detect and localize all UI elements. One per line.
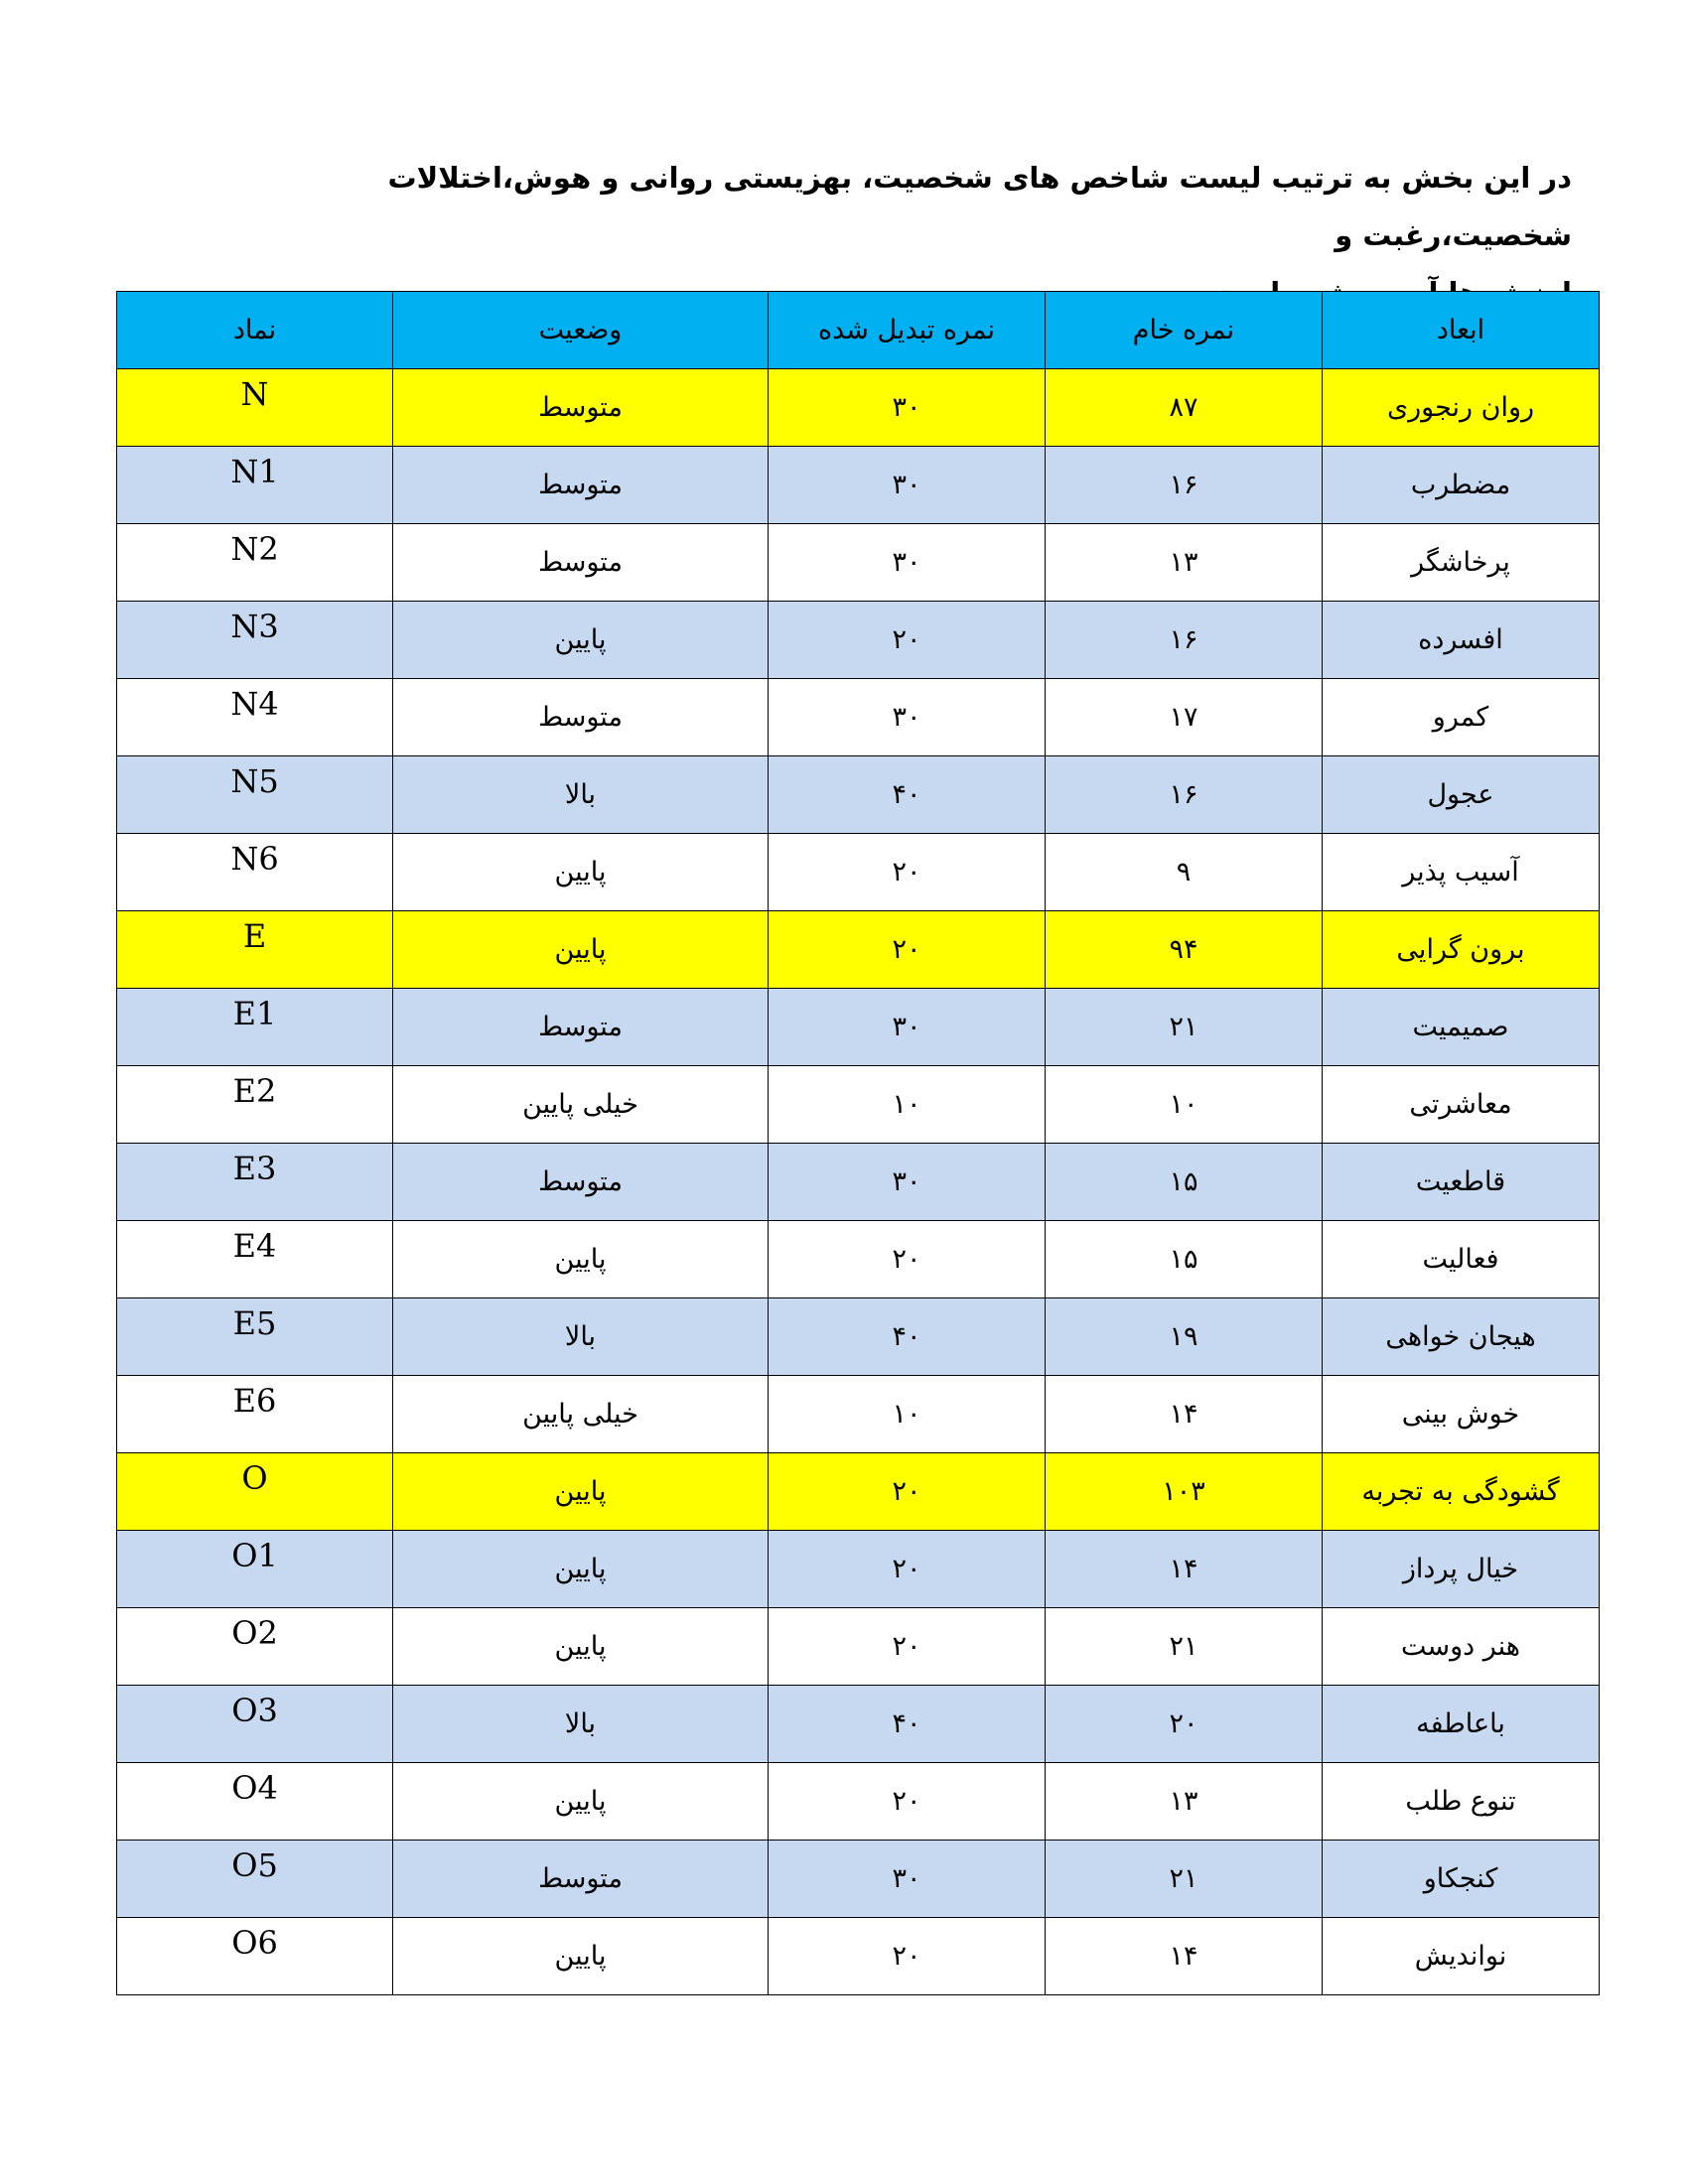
table-row [117,1841,1600,1918]
cell-dimension: برون گرایی [1323,911,1600,989]
cell-raw-score: ۱۰۳ [1046,1453,1323,1531]
cell-dimension: باعاطفه [1323,1686,1600,1763]
cell-status: متوسط [393,1144,769,1221]
cell-converted-score: ۲۰ [769,602,1046,679]
cell-symbol: N4 [117,679,393,756]
header-raw-score: نمره خام [1046,292,1323,369]
cell-symbol: O4 [117,1763,393,1841]
cell-dimension: پرخاشگر [1323,524,1600,602]
cell-converted-score: ۳۰ [769,369,1046,447]
cell-raw-score: ۲۰ [1046,1686,1323,1763]
table-row [117,1298,1600,1376]
cell-raw-score: ۲۱ [1046,1841,1323,1918]
table-row [117,447,1600,524]
cell-dimension: خیال پرداز [1323,1531,1600,1608]
cell-converted-score: ۲۰ [769,1531,1046,1608]
cell-symbol: O5 [117,1841,393,1918]
table-row [117,1686,1600,1763]
cell-converted-score: ۳۰ [769,989,1046,1066]
cell-status: متوسط [393,447,769,524]
cell-converted-score: ۱۰ [769,1376,1046,1453]
personality-table [116,291,1600,1995]
cell-status: بالا [393,1298,769,1376]
header-status: وضعیت [393,292,769,369]
cell-dimension: گشودگی به تجربه [1323,1453,1600,1531]
cell-raw-score: ۱۵ [1046,1221,1323,1298]
cell-symbol: E4 [117,1221,393,1298]
cell-status: پایین [393,911,769,989]
cell-raw-score: ۸۷ [1046,369,1323,447]
cell-dimension: قاطعیت [1323,1144,1600,1221]
table-row [117,1763,1600,1841]
cell-dimension: فعالیت [1323,1221,1600,1298]
cell-status: پایین [393,834,769,911]
cell-status: خیلی پایین [393,1376,769,1453]
table-header-row [117,292,1600,369]
table-row-main-factor [117,911,1600,989]
cell-symbol: E6 [117,1376,393,1453]
cell-symbol: O2 [117,1608,393,1686]
cell-raw-score: ۲۱ [1046,989,1323,1066]
cell-dimension: کنجکاو [1323,1841,1600,1918]
table-row [117,1144,1600,1221]
cell-dimension: افسرده [1323,602,1600,679]
cell-symbol: E3 [117,1144,393,1221]
cell-dimension: آسیب پذیر [1323,834,1600,911]
cell-status: پایین [393,1531,769,1608]
cell-status: متوسط [393,989,769,1066]
cell-symbol: O3 [117,1686,393,1763]
cell-status: متوسط [393,1841,769,1918]
cell-dimension: خوش بینی [1323,1376,1600,1453]
cell-dimension: معاشرتی [1323,1066,1600,1144]
cell-converted-score: ۲۰ [769,1918,1046,1995]
cell-converted-score: ۲۰ [769,1453,1046,1531]
cell-raw-score: ۱۴ [1046,1376,1323,1453]
cell-converted-score: ۳۰ [769,1841,1046,1918]
table-row [117,679,1600,756]
table-row [117,1221,1600,1298]
cell-raw-score: ۱۶ [1046,602,1323,679]
cell-raw-score: ۱۶ [1046,447,1323,524]
table-row-main-factor [117,1453,1600,1531]
cell-status: پایین [393,602,769,679]
cell-dimension: کمرو [1323,679,1600,756]
header-symbol: نماد [117,292,393,369]
cell-raw-score: ۱۴ [1046,1531,1323,1608]
table-row [117,1918,1600,1995]
cell-raw-score: ۱۵ [1046,1144,1323,1221]
table-row [117,756,1600,834]
cell-dimension: تنوع طلب [1323,1763,1600,1841]
table-row [117,1376,1600,1453]
table-row [117,1066,1600,1144]
cell-symbol: N1 [117,447,393,524]
cell-raw-score: ۱۷ [1046,679,1323,756]
cell-converted-score: ۲۰ [769,1608,1046,1686]
cell-raw-score: ۱۰ [1046,1066,1323,1144]
cell-status: پایین [393,1918,769,1995]
cell-status: خیلی پایین [393,1066,769,1144]
header-converted-score: نمره تبدیل شده [769,292,1046,369]
cell-raw-score: ۱۳ [1046,1763,1323,1841]
table-body [117,369,1600,1995]
cell-dimension: هنر دوست [1323,1608,1600,1686]
cell-converted-score: ۱۰ [769,1066,1046,1144]
cell-converted-score: ۲۰ [769,1221,1046,1298]
header-dimension: ابعاد [1323,292,1600,369]
cell-converted-score: ۲۰ [769,834,1046,911]
cell-status: بالا [393,756,769,834]
cell-status: پایین [393,1453,769,1531]
cell-status: بالا [393,1686,769,1763]
cell-dimension: صمیمیت [1323,989,1600,1066]
cell-converted-score: ۳۰ [769,524,1046,602]
cell-symbol: O1 [117,1531,393,1608]
table-row [117,1531,1600,1608]
cell-status: پایین [393,1608,769,1686]
cell-dimension: روان رنجوری [1323,369,1600,447]
cell-raw-score: ۱۳ [1046,524,1323,602]
cell-converted-score: ۳۰ [769,447,1046,524]
cell-symbol: E1 [117,989,393,1066]
cell-status: متوسط [393,369,769,447]
cell-symbol: E2 [117,1066,393,1144]
cell-converted-score: ۴۰ [769,1298,1046,1376]
cell-converted-score: ۲۰ [769,1763,1046,1841]
table-row [117,989,1600,1066]
cell-dimension: عجول [1323,756,1600,834]
cell-status: پایین [393,1221,769,1298]
cell-status: متوسط [393,524,769,602]
cell-symbol: N [117,369,393,447]
table-row-main-factor [117,369,1600,447]
cell-dimension: هیجان خواهی [1323,1298,1600,1376]
cell-symbol: N2 [117,524,393,602]
cell-converted-score: ۳۰ [769,1144,1046,1221]
table-row [117,834,1600,911]
table-row [117,524,1600,602]
cell-symbol: E5 [117,1298,393,1376]
cell-raw-score: ۹۴ [1046,911,1323,989]
personality-table-container [116,291,1599,1995]
cell-converted-score: ۳۰ [769,679,1046,756]
cell-dimension: مضطرب [1323,447,1600,524]
cell-symbol: N6 [117,834,393,911]
cell-raw-score: ۲۱ [1046,1608,1323,1686]
cell-dimension: نواندیش [1323,1918,1600,1995]
cell-converted-score: ۲۰ [769,911,1046,989]
cell-status: متوسط [393,679,769,756]
cell-symbol: N3 [117,602,393,679]
cell-symbol: E [117,911,393,989]
cell-status: پایین [393,1763,769,1841]
cell-raw-score: ۱۹ [1046,1298,1323,1376]
cell-raw-score: ۱۴ [1046,1918,1323,1995]
cell-raw-score: ۱۶ [1046,756,1323,834]
intro-line-1: در این بخش به ترتیب لیست شاخص های شخصیت، بهزیستی روانی و هوش،اختلالات شخصیت،رغبت و [387,161,1572,252]
cell-symbol: O6 [117,1918,393,1995]
cell-symbol: N5 [117,756,393,834]
cell-raw-score: ۹ [1046,834,1323,911]
cell-converted-score: ۴۰ [769,756,1046,834]
cell-converted-score: ۴۰ [769,1686,1046,1763]
cell-symbol: O [117,1453,393,1531]
table-row [117,602,1600,679]
table-row [117,1608,1600,1686]
